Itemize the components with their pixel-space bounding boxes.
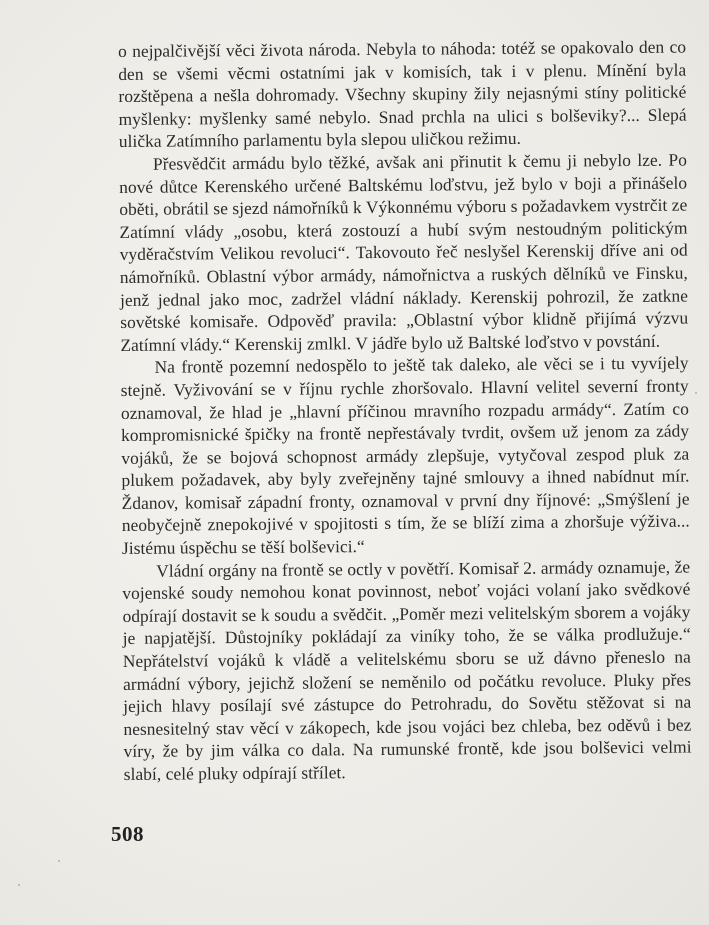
paper-speck	[58, 860, 60, 862]
paper-speck	[18, 884, 20, 886]
paragraph: Na frontě pozemní nedospělo to ještě tak daleko, ale věci se i tu vyvíjely stejně. Vyživování se v říjnu rychle zhoršovalo. Hlavní velitel severní fronty oznamoval, že hlad je „hlavní příčinou mravního rozpadu armády“. Zatím co kompromisnické špičky na frontě nepřestávaly tvrdit, ovšem už jenom za zády vojáků, že se bojová schopnost armády zlepšuje, vytyčoval zespod pluk za plukem požadavek, aby byly zveřejněny tajné smlouvy a ihned nabídnut mír. Ždanov, komisař západní fronty, oznamoval v první dny říjnové: „Smýšlení je neobyčejně znepokojivé v spojitosti s tím, že se blíží zima a zhoršuje výživa... Jistému úspěchu se těší bolševici.“	[120, 352, 690, 559]
page-number: 508	[111, 822, 144, 846]
paragraph: Přesvědčit armádu bylo těžké, avšak ani přinutit k čemu ji nebylo lze. Po nové důtce Kerenského určené Baltskému loďstvu, jež bylo v boji a přinášelo oběti, obrátil se sjezd námořníků k Výkonnému výboru s požadavkem vystrčit ze Zatímní vlády „osobu, která zostouzí a hubí svým nestoudným politickým vyděračstvím Velikou revoluci“. Takovouto řeč neslyšel Kerenskij dříve ani od námořníků. Oblastní výbor armády, námořnictva a ruských dělníků ve Finsku, jenž jednal jako moc, zadržel vládní náklady. Kerenskij pohrozil, že zatkne sovětské komisaře. Odpověď pravila: „Oblastní výbor klidně přijímá výzvu Zatímní vlády.“ Kerenskij zmlkl. V jádře bylo už Baltské loďstvo v povstání.	[119, 149, 689, 355]
body-text	[118, 36, 692, 786]
paper-speck	[695, 392, 697, 394]
paragraph: o nejpalčivější věci života národa. Nebyla to náhoda: totéž se opakovalo den co den se všemi věcmi ostatními jak v komisích, tak i v plenu. Mínění byla rozštěpena a nešla dohromady. Všechny skupiny žily nejasnými stíny politické myšlenky: myšlenky samé nebylo. Snad prchla na ulici s bolševiky?... Slepá ulička Zatímního parlamentu byla slepou uličkou režimu.	[118, 36, 687, 152]
paragraph: Vládní orgány na frontě se octly v povětří. Komisař 2. armády oznamuje, že vojenské soudy nemohou konat povinnost, neboť vojáci volaní jako svědkové odpírají dostavit se k soudu a svědčit. „Poměr mezi velitelským sborem a vojáky je napjatější. Důstojníky pokládají za viníky toho, že se válka prodlužuje.“ Nepřátelství vojáků k vládě a velitelskému sboru se už dávno přeneslo na armádní výbory, jejichž složení se neměnilo od počátku revoluce. Pluky přes jejich hlavy posílají své zástupce do Petrohradu, do Sovětu stěžovat si na nesnesitelný stav věcí v zákopech, kde jsou vojáci bez chleba, bez oděvů i bez víry, že by jim válka co dala. Na rumunské frontě, kde jsou bolševici velmi slabí, celé pluky odpírají střílet.	[122, 556, 692, 784]
